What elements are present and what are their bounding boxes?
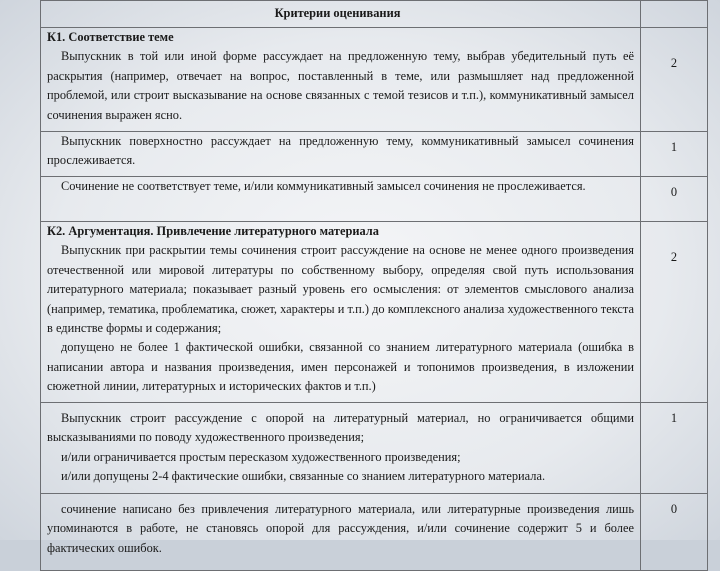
criterion-k1-title: К1. Соответствие теме — [47, 30, 174, 44]
table-header-row — [41, 1, 708, 28]
table-row — [41, 403, 708, 494]
criteria-table — [40, 0, 708, 571]
score-cell: 1 — [641, 403, 708, 494]
criterion-text: Сочинение не соответствует теме, и/или коммуникативный замысел сочинения не прослеживается. — [61, 179, 586, 193]
criterion-text: Выпускник поверхностно рассуждает на предложенную тему, коммуникативный замысел сочинения прослеживается. — [47, 134, 634, 168]
table-row — [41, 177, 708, 222]
table-row — [41, 222, 708, 403]
criterion-text: и/или допущены 2-4 фактические ошибки, связанные со знанием литературного материала. — [61, 469, 546, 484]
criterion-text: Выпускник строит рассуждение с опорой на литературный материал, но ограничивается общими высказываниями по поводу художественного произведения; — [47, 411, 634, 445]
criterion-text: Выпускник в той или иной форме рассуждает на предложенную тему, выбрав убедительный путь её раскрытия (например, отвечает на вопрос, поставленный в теме, или размышляет над предложенной проблемой, или строит высказывание на основе связанных с темой тезисов и т.п.), коммуникативный замысел сочинения выражен ясно. — [47, 49, 634, 122]
score-cell: 0 — [641, 177, 708, 222]
table-row — [41, 28, 708, 132]
score-cell: 1 — [641, 132, 708, 177]
table-row — [41, 494, 708, 571]
score-cell: 0 — [641, 494, 708, 571]
table-row — [41, 132, 708, 177]
score-cell: 2 — [641, 28, 708, 132]
criterion-text: допущено не более 1 фактической ошибки, связанной со знанием литературного материала (ошибка в написании автора и названия произведения, имен персонажей и топонимов произведения, в изложении сюжетной линии, литературных и исторических фактов и т.п.) — [47, 340, 634, 394]
criterion-text: сочинение написано без привлечения литературного материала, или литературные произведения лишь упоминаются в работе, не становясь опорой для рассуждения, и/или сочинение содержит 5 и более фактических ошибок. — [47, 502, 634, 555]
score-header — [641, 1, 708, 28]
criterion-text: Выпускник при раскрытии темы сочинения строит рассуждение на основе не менее одного произведения отечественной или мировой литературы по собственному выбору, определяя свой путь использования литературного материала; показывает разный уровень его осмысления: от элементов смыслового анализа (например, тематика, проблематика, сюжет, характеры и т.п.) до комплексного анализа художественного текста в единстве формы и содержания; — [47, 243, 634, 336]
criterion-text: и/или ограничивается простым пересказом художественного произведения; — [61, 449, 461, 464]
criterion-k2-title: К2. Аргументация. Привлечение литературного материала — [47, 224, 379, 238]
score-cell: 2 — [641, 222, 708, 403]
criteria-header: Критерии оценивания — [41, 1, 641, 28]
